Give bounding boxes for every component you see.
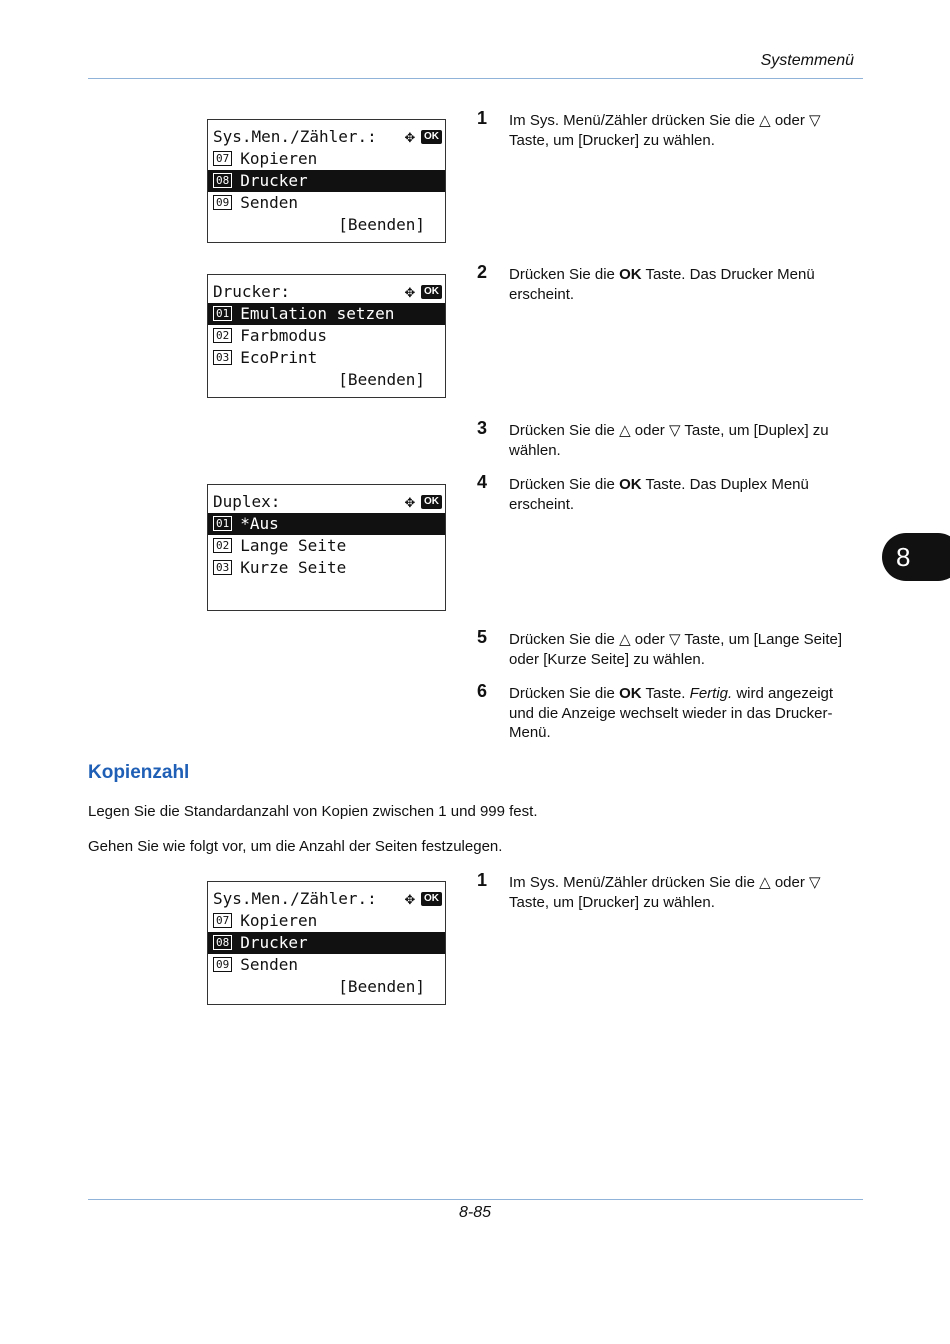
menu-item-emulation-selected <box>208 303 445 325</box>
step-text: Drücken Sie die OK Taste. Fertig. wird angezeigt und die Anzeige wechselt wieder in das Drucker-Menü. <box>509 685 834 741</box>
menu-item-label: Farbmodus <box>240 326 327 345</box>
down-arrow-icon: ▽ <box>668 631 681 648</box>
item-number-icon: 02 <box>213 328 232 343</box>
step-number: 2 <box>477 262 488 282</box>
lcd-icons <box>405 126 442 148</box>
step-1 <box>477 870 862 912</box>
menu-item-ecoprint <box>208 347 445 369</box>
step-text: Drücken Sie die OK Taste. Das Duplex Menü erscheint. <box>509 476 809 513</box>
page-header-title: Systemmenü <box>760 52 854 69</box>
step-number: 6 <box>477 681 488 701</box>
menu-item-farbmodus <box>208 325 445 347</box>
menu-item-lange-seite <box>208 535 445 557</box>
navigation-arrows-icon: ✥ <box>404 282 415 302</box>
lcd-panel-duplex-menu <box>207 484 446 611</box>
lcd-title-row <box>208 281 445 303</box>
step-number: 4 <box>477 472 488 492</box>
ok-key-icon: OK <box>421 892 442 906</box>
step-number: 3 <box>477 418 488 438</box>
lcd-panel-drucker-menu <box>207 274 446 398</box>
menu-item-kopieren <box>208 910 445 932</box>
down-arrow-icon: ▽ <box>668 422 681 439</box>
lcd-icons <box>405 491 442 513</box>
navigation-arrows-icon: ✥ <box>404 127 415 147</box>
item-number-icon: 09 <box>213 957 232 972</box>
step-4 <box>477 472 862 514</box>
step-text: Im Sys. Menü/Zähler drücken Sie die △ oder ▽ Taste, um [Drucker] zu wählen. <box>509 874 821 911</box>
lcd-end-label: [Beenden] <box>338 215 425 234</box>
step-2 <box>477 262 862 304</box>
ok-key-icon: OK <box>421 130 442 144</box>
lcd-title: Sys.Men./Zähler.: <box>213 889 377 908</box>
lcd-title: Duplex: <box>213 492 281 511</box>
menu-item-senden <box>208 954 445 976</box>
menu-item-label: Lange Seite <box>240 536 347 555</box>
lcd-title-row <box>208 888 445 910</box>
step-text: Drücken Sie die OK Taste. Das Drucker Menü erscheint. <box>509 266 815 303</box>
menu-item-label: Senden <box>240 955 299 974</box>
menu-item-label: Emulation setzen <box>240 304 395 323</box>
step-3 <box>477 418 862 460</box>
ok-key-icon: OK <box>421 495 442 509</box>
lcd-title: Drucker: <box>213 282 291 301</box>
step-text: Drücken Sie die △ oder ▽ Taste, um [Lange Seite] oder [Kurze Seite] zu wählen. <box>509 631 843 668</box>
step-text: Im Sys. Menü/Zähler drücken Sie die △ oder ▽ Taste, um [Drucker] zu wählen. <box>509 112 821 149</box>
step-5 <box>477 627 862 669</box>
step-6 <box>477 681 862 743</box>
lcd-icons <box>405 888 442 910</box>
step-1 <box>477 108 862 150</box>
lcd-title-row <box>208 126 445 148</box>
down-arrow-icon: ▽ <box>809 112 821 129</box>
menu-item-label: Senden <box>240 193 299 212</box>
menu-item-label: Drucker <box>240 171 308 190</box>
lcd-title: Sys.Men./Zähler.: <box>213 127 377 146</box>
menu-item-kopieren <box>208 148 445 170</box>
navigation-arrows-icon: ✥ <box>404 492 415 512</box>
item-number-icon: 07 <box>213 913 232 928</box>
lcd-panel-system-menu <box>207 881 446 1005</box>
item-number-icon: 03 <box>213 350 232 365</box>
section-paragraph: Legen Sie die Standardanzahl von Kopien zwischen 1 und 999 fest. <box>88 803 538 820</box>
up-arrow-icon: △ <box>759 112 771 129</box>
menu-item-kurze-seite <box>208 557 445 579</box>
item-number-icon: 09 <box>213 195 232 210</box>
lcd-end-label: [Beenden] <box>338 977 425 996</box>
section-paragraph: Gehen Sie wie folgt vor, um die Anzahl der Seiten festzulegen. <box>88 838 503 855</box>
step-number: 1 <box>477 108 488 128</box>
menu-item-label: Kurze Seite <box>240 558 347 577</box>
ok-key-icon: OK <box>421 285 442 299</box>
section-heading: Kopienzahl <box>88 762 190 783</box>
step-number: 5 <box>477 627 488 647</box>
item-number-icon: 07 <box>213 151 232 166</box>
lcd-end-label: [Beenden] <box>338 370 425 389</box>
item-number-icon: 02 <box>213 538 232 553</box>
up-arrow-icon: △ <box>619 422 631 439</box>
item-number-icon: 01 <box>213 516 232 531</box>
header-rule <box>88 78 863 79</box>
item-number-icon: 08 <box>213 935 232 950</box>
down-arrow-icon: ▽ <box>809 874 821 891</box>
navigation-arrows-icon: ✥ <box>404 889 415 909</box>
lcd-title-row <box>208 491 445 513</box>
step-number: 1 <box>477 870 488 890</box>
item-number-icon: 01 <box>213 306 232 321</box>
menu-item-label: Kopieren <box>240 149 318 168</box>
menu-item-drucker-selected <box>208 932 445 954</box>
menu-item-label: Drucker <box>240 933 308 952</box>
chapter-tab: 8 <box>882 533 950 581</box>
up-arrow-icon: △ <box>759 874 771 891</box>
menu-item-label: *Aus <box>240 514 279 533</box>
menu-item-label: EcoPrint <box>240 348 318 367</box>
lcd-panel-system-menu <box>207 119 446 243</box>
item-number-icon: 08 <box>213 173 232 188</box>
menu-item-label: Kopieren <box>240 911 318 930</box>
item-number-icon: 03 <box>213 560 232 575</box>
menu-item-drucker-selected <box>208 170 445 192</box>
page-number: 8-85 <box>458 1204 492 1221</box>
footer-rule <box>88 1199 863 1200</box>
menu-item-aus-selected <box>208 513 445 535</box>
lcd-icons <box>405 281 442 303</box>
step-text: Drücken Sie die △ oder ▽ Taste, um [Duplex] zu wählen. <box>509 422 829 459</box>
menu-item-senden <box>208 192 445 214</box>
up-arrow-icon: △ <box>619 631 631 648</box>
